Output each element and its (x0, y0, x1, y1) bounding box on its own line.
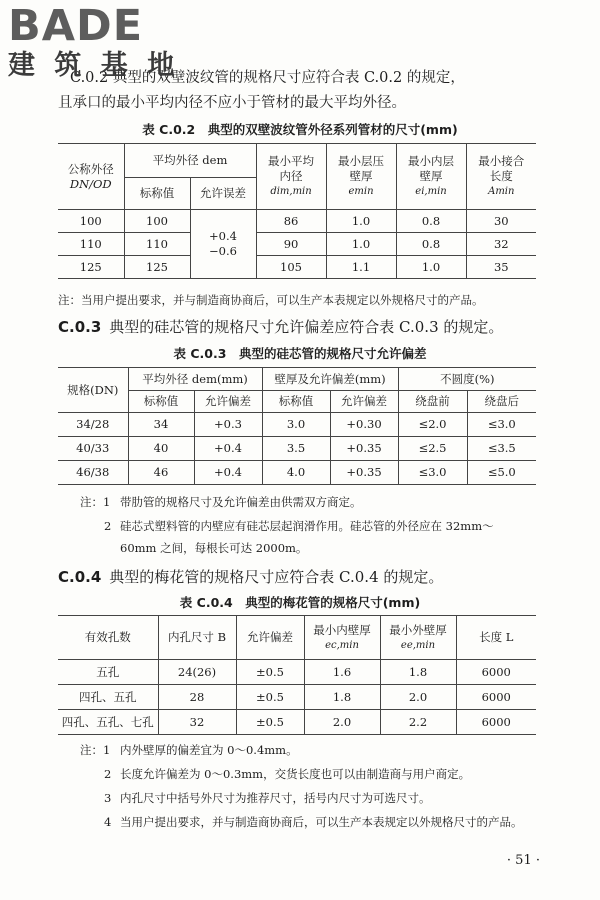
table-cell: 四孔、五孔、七孔 (58, 710, 158, 735)
table-cell: +0.35 (330, 437, 398, 461)
table-cell: ≤2.5 (398, 437, 467, 461)
table-cell: 100 (58, 210, 124, 233)
table-cell: 110 (124, 233, 190, 256)
table-cell: 46/38 (58, 461, 128, 485)
table-cell: 40 (128, 437, 194, 461)
t1-h-nominal: 公称外径 DN/OD (58, 144, 124, 210)
t3-h-length: 长度 L (456, 616, 536, 660)
table-cell: 24(26) (158, 660, 236, 685)
table-cell: 32 (466, 233, 536, 256)
table-cell: 0.8 (396, 233, 466, 256)
table-cell: 2.0 (304, 710, 380, 735)
t2-h-wall: 壁厚及允许偏差(mm) (262, 368, 398, 391)
t3-note-no: 4 (104, 815, 112, 829)
t1-tol-value: +0.4 −0.6 (190, 210, 256, 279)
t3-note-no: 注：1 (80, 743, 111, 757)
table-cell: 3.5 (262, 437, 330, 461)
table-cell: 1.0 (326, 210, 396, 233)
table-cell: +0.4 (194, 461, 262, 485)
table-cell: ≤5.0 (467, 461, 536, 485)
table-cell: +0.4 (194, 437, 262, 461)
t2-note-text: 硅芯式塑料管的内壁应有硅芯层起润滑作用。硅芯管的外径应在 32mm～ (120, 519, 494, 533)
t3-h-inner-wall: 最小内壁厚 ec,min (304, 616, 380, 660)
t3-note-text: 内孔尺寸中括号外尺寸为推荐尺寸，括号内尺寸为可选尺寸。 (120, 791, 431, 805)
t3-note-no: 2 (104, 767, 112, 781)
t1-h-press: 最小层压 壁厚 emin (326, 144, 396, 210)
t2-h-round: 不圆度(%) (398, 368, 536, 391)
section-c03: C.0.3 典型的硅芯管的规格尺寸允许偏差应符合表 C.0.3 的规定。 (58, 318, 504, 336)
t2-h-avg: 平均外径 dem(mm) (128, 368, 262, 391)
table-cell: 100 (124, 210, 190, 233)
t2-sub: 标称值 (262, 391, 330, 413)
table-cell: 34/28 (58, 413, 128, 437)
t2-sub: 绕盘前 (398, 391, 467, 413)
table-cell: ≤3.5 (467, 437, 536, 461)
table-cell: ±0.5 (236, 685, 304, 710)
table-cell: 五孔 (58, 660, 158, 685)
table-cell: ≤2.0 (398, 413, 467, 437)
table-cell: 34 (128, 413, 194, 437)
table-cell: 3.0 (262, 413, 330, 437)
intro-line-2: 且承口的最小平均内径不应小于管材的最大平均外径。 (58, 95, 406, 111)
t1-h-min-id: 最小平均 内径 dim,min (256, 144, 326, 210)
table2 (58, 367, 536, 485)
table-cell: 1.6 (304, 660, 380, 685)
logo-word: BADE (8, 1, 144, 51)
table-cell: 40/33 (58, 437, 128, 461)
t2-sub: 允许偏差 (330, 391, 398, 413)
t1-h-std: 标称值 (124, 178, 190, 210)
table-cell: 1.8 (380, 660, 456, 685)
table-cell: 46 (128, 461, 194, 485)
section-c04: C.0.4 典型的梅花管的规格尺寸应符合表 C.0.4 的规定。 (58, 568, 444, 586)
t1-h-avg: 平均外径 dem (124, 144, 256, 178)
table-cell: 0.8 (396, 210, 466, 233)
table-cell: 6000 (456, 660, 536, 685)
table-cell: 32 (158, 710, 236, 735)
table-cell: 1.0 (326, 233, 396, 256)
table-cell: 90 (256, 233, 326, 256)
t2-note-text: 带肋管的规格尺寸及允许偏差由供需双方商定。 (120, 495, 362, 509)
logo-cn: 建 筑 基 地 (8, 50, 180, 81)
t2-note-no: 注：1 (80, 495, 111, 509)
t3-note-no: 3 (104, 791, 112, 805)
t2-note-text: 60mm 之间，每根长可达 2000m。 (120, 541, 308, 555)
t1-h-joint: 最小接合 长度 Amin (466, 144, 536, 210)
table-cell: 1.8 (304, 685, 380, 710)
table2-caption: 表 C.0.3 典型的硅芯管的规格尺寸允许偏差 (173, 346, 427, 361)
table3-caption: 表 C.0.4 典型的梅花管的规格尺寸(mm) (179, 595, 421, 610)
table-cell: ±0.5 (236, 660, 304, 685)
table-cell: 86 (256, 210, 326, 233)
table-cell: ≤3.0 (467, 413, 536, 437)
table-cell: 35 (466, 256, 536, 279)
table-cell: 6000 (456, 710, 536, 735)
page-number: · 51 · (506, 853, 540, 868)
intro-line-1: C.0.2 典型的双壁波纹管的规格尺寸应符合表 C.0.2 的规定， (70, 70, 465, 86)
table1-caption: 表 C.0.2 典型的双壁波纹管外径系列管材的尺寸(mm) (142, 122, 458, 137)
t1-h-tol: 允许误差 (190, 178, 256, 210)
table-cell: 2.0 (380, 685, 456, 710)
table-cell: +0.3 (194, 413, 262, 437)
table3 (58, 615, 536, 735)
t2-sub: 标称值 (128, 391, 194, 413)
t3-note-text: 长度允许偏差为 0～0.3mm，交货长度也可以由制造商与用户商定。 (120, 767, 471, 781)
table-cell: 4.0 (262, 461, 330, 485)
table-cell: ±0.5 (236, 710, 304, 735)
t2-h-spec: 规格(DN) (58, 368, 128, 413)
table-cell: 30 (466, 210, 536, 233)
logo (8, 1, 180, 82)
table-cell: 6000 (456, 685, 536, 710)
t2-note-no: 2 (104, 519, 112, 533)
t3-note-text: 内外壁厚的偏差宜为 0～0.4mm。 (120, 743, 298, 757)
table-cell: 1.1 (326, 256, 396, 279)
table-cell: 1.0 (396, 256, 466, 279)
table-cell: 28 (158, 685, 236, 710)
table-cell: 2.2 (380, 710, 456, 735)
table-cell: 125 (58, 256, 124, 279)
t3-h-bore: 内孔尺寸 B (158, 616, 236, 660)
t1-h-inner: 最小内层 壁厚 ei,min (396, 144, 466, 210)
t3-h-tol: 允许偏差 (236, 616, 304, 660)
table-cell: 105 (256, 256, 326, 279)
table-cell: 110 (58, 233, 124, 256)
t2-sub: 绕盘后 (467, 391, 536, 413)
t3-h-outer-wall: 最小外壁厚 ee,min (380, 616, 456, 660)
t2-sub: 允许偏差 (194, 391, 262, 413)
table-cell: 四孔、五孔 (58, 685, 158, 710)
table-cell: +0.35 (330, 461, 398, 485)
t3-h-holes: 有效孔数 (58, 616, 158, 660)
table-cell: +0.30 (330, 413, 398, 437)
table-cell: 125 (124, 256, 190, 279)
t3-note-text: 当用户提出要求，并与制造商协商后，可以生产本表规定以外规格尺寸的产品。 (120, 815, 523, 829)
table1 (58, 143, 536, 279)
table-cell: ≤3.0 (398, 461, 467, 485)
table1-note: 注：当用户提出要求，并与制造商协商后，可以生产本表规定以外规格尺寸的产品。 (58, 293, 484, 307)
